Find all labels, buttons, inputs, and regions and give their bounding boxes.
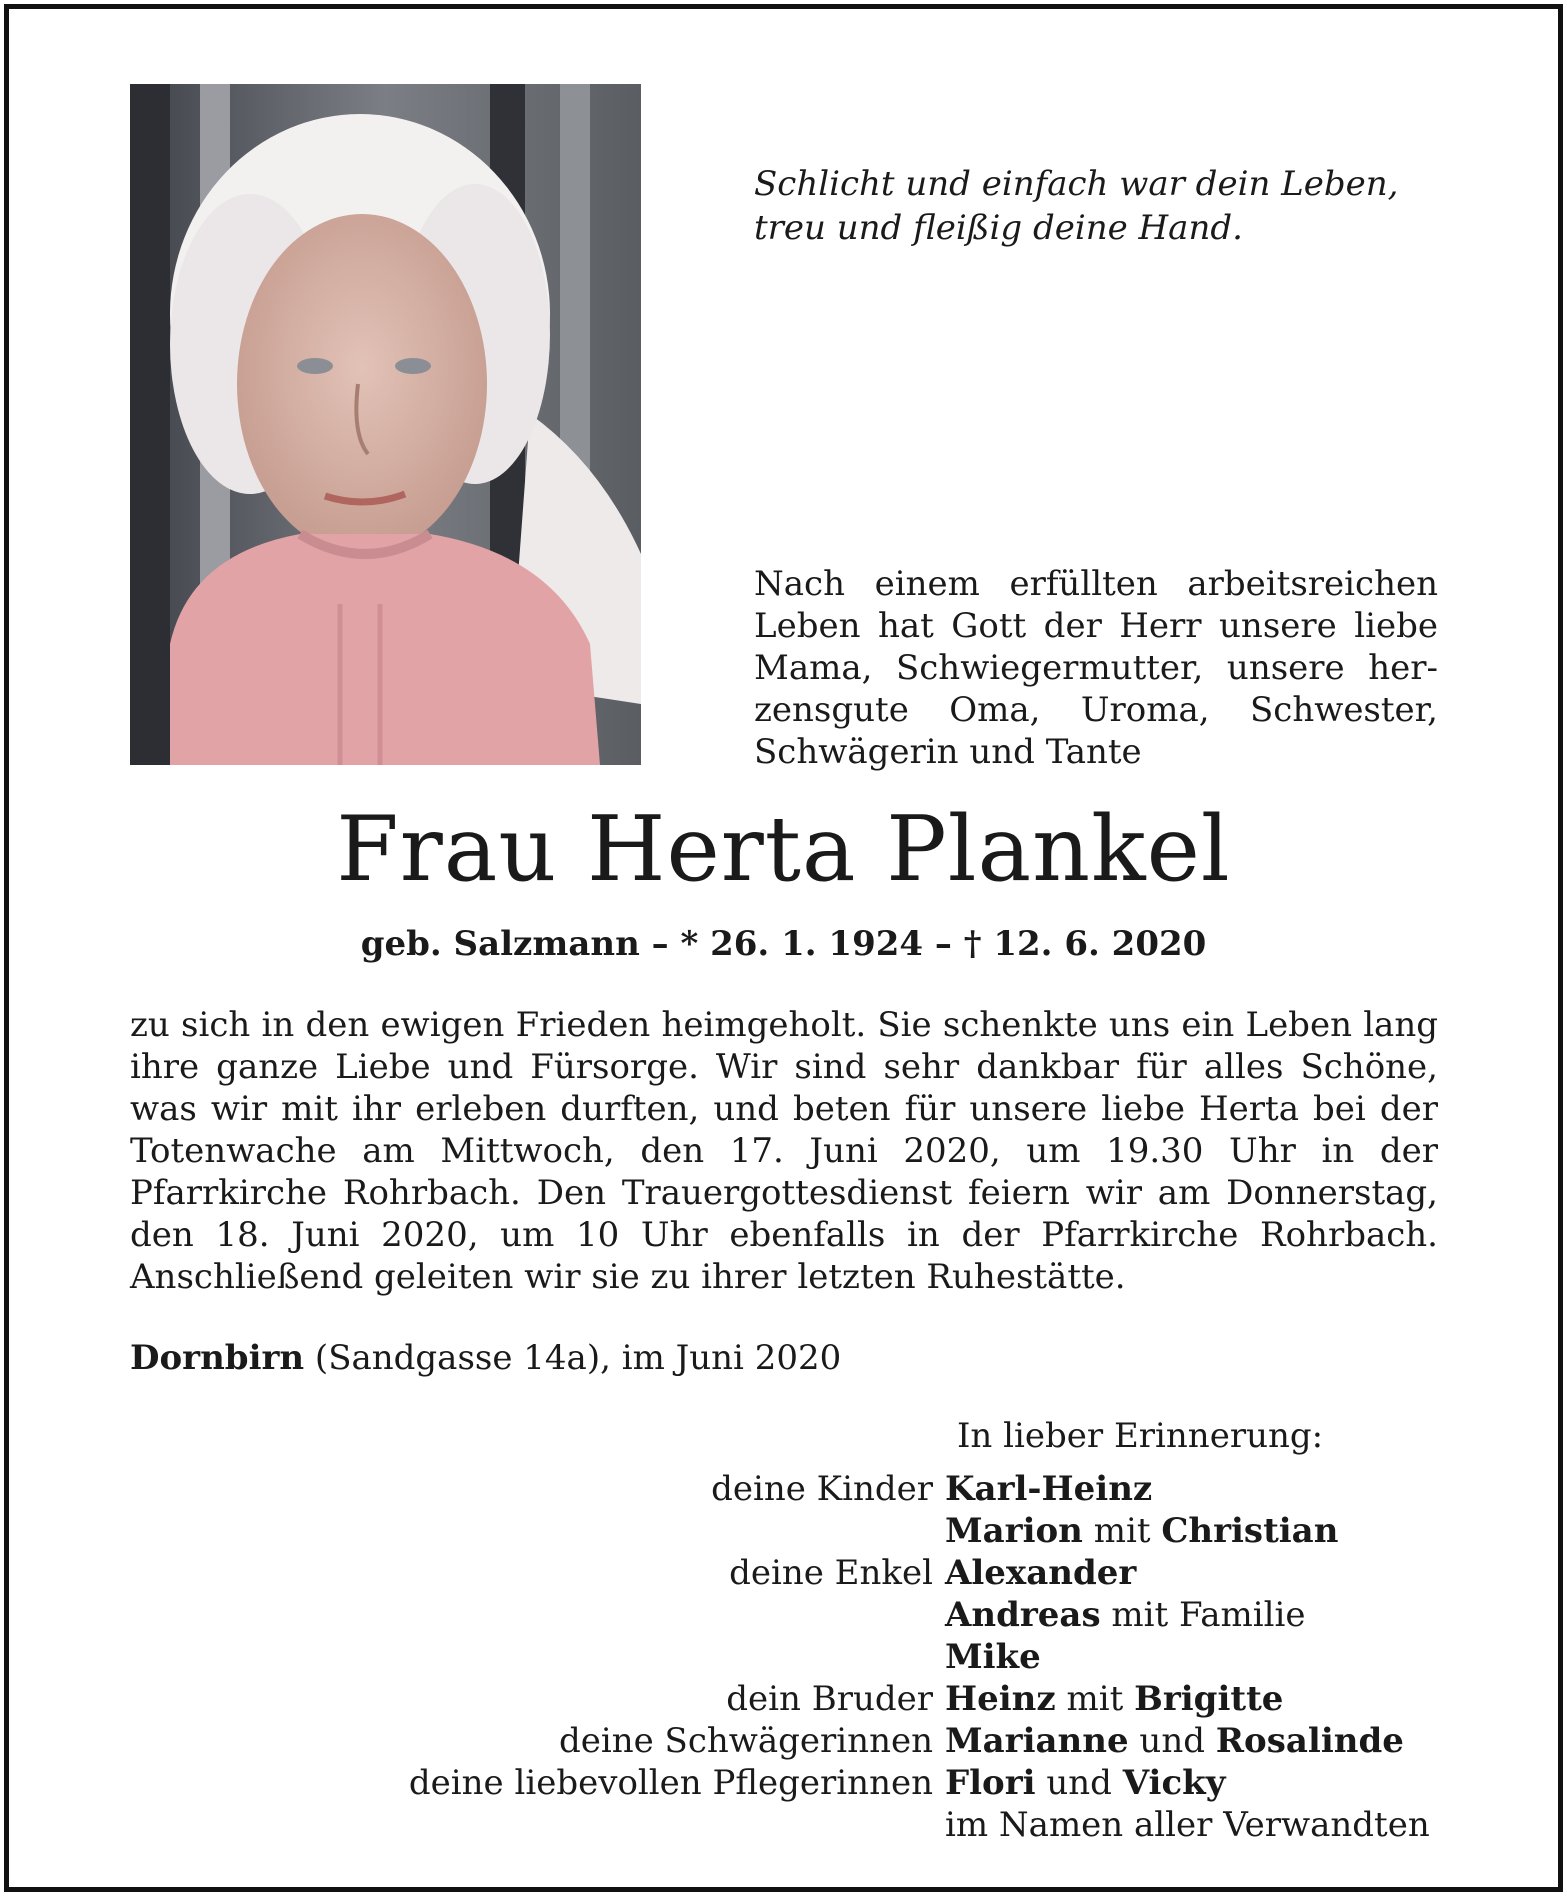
- portrait-photo-icon: [130, 84, 641, 765]
- deceased-name: Frau Herta Plankel: [336, 797, 1231, 902]
- intro-text: Nach einem erfüllten arbeitsreichen Leben hat Gott der Herr unsere liebe Mama, Schwiegermutter, unsere herzensgute Oma, Uroma, Schwester, Schwägerin und Tante: [754, 564, 1438, 772]
- family-members: [945, 1552, 1136, 1594]
- family-relation: [130, 1510, 945, 1552]
- family-name: Heinz: [945, 1679, 1056, 1719]
- family-members: [945, 1762, 1225, 1804]
- body-text: [130, 1004, 1438, 1298]
- place-city: Dornbirn: [130, 1338, 305, 1378]
- family-name: Vicky: [1122, 1763, 1226, 1803]
- portrait-photo: [130, 84, 641, 765]
- birth-death-dates: geb. Salzmann – * 26. 1. 1924 – † 12. 6. 2020: [360, 924, 1207, 964]
- family-row: [130, 1804, 1470, 1846]
- family-connector: mit: [1055, 1679, 1135, 1719]
- family-relation: [130, 1804, 945, 1846]
- family-name: Mike: [945, 1637, 1041, 1677]
- place-rest: (Sandgasse 14a), im Juni 2020: [304, 1338, 842, 1378]
- family-list: [130, 1468, 1470, 1846]
- family-name: Rosalinde: [1215, 1721, 1404, 1761]
- memory-heading: In lieber Erinnerung:: [957, 1416, 1324, 1456]
- family-members: [945, 1636, 1041, 1678]
- family-connector: im Namen aller Verwandten: [945, 1805, 1430, 1845]
- family-connector: und: [1035, 1763, 1123, 1803]
- verse-line: treu und fleißig deine Hand.: [754, 208, 1243, 248]
- family-row: [130, 1636, 1470, 1678]
- family-relation: deine Schwägerinnen: [558, 1721, 933, 1761]
- family-name: Andreas: [945, 1595, 1101, 1635]
- family-relation: [130, 1636, 945, 1678]
- family-connector: mit Familie: [1100, 1595, 1306, 1635]
- family-members: [945, 1804, 1430, 1846]
- family-row: [130, 1678, 1470, 1720]
- verse-line: Schlicht und einfach war dein Leben,: [754, 164, 1399, 204]
- family-members: [945, 1510, 1338, 1552]
- family-name: Flori: [945, 1763, 1036, 1803]
- place-date: [130, 1336, 841, 1380]
- verse: [754, 162, 1474, 250]
- family-members: [945, 1468, 1152, 1510]
- family-row: [130, 1510, 1470, 1552]
- family-connector: und: [1128, 1721, 1216, 1761]
- family-name: Alexander: [945, 1553, 1137, 1593]
- family-relation: dein Bruder: [726, 1679, 933, 1719]
- family-name: Brigitte: [1134, 1679, 1284, 1719]
- family-name: Christian: [1161, 1511, 1339, 1551]
- family-relation: deine liebevollen Pflegerinnen: [408, 1763, 933, 1803]
- family-row: [130, 1762, 1470, 1804]
- family-row: [130, 1594, 1470, 1636]
- family-name: Marianne: [945, 1721, 1129, 1761]
- body-last-line: Anschließend geleiten wir sie zu ihrer letzten Ruhestätte.: [130, 1257, 1126, 1297]
- family-relation: deine Kinder: [711, 1469, 933, 1509]
- family-connector: mit: [1082, 1511, 1162, 1551]
- family-row: [130, 1552, 1470, 1594]
- family-relation: [130, 1594, 945, 1636]
- family-members: [945, 1678, 1283, 1720]
- family-row: [130, 1468, 1470, 1510]
- family-members: [945, 1594, 1306, 1636]
- family-row: [130, 1720, 1470, 1762]
- body-paragraph: zu sich in den ewigen Frieden heimgeholt. Sie schenkte uns ein Leben lang ihre ganze Liebe und Fürsorge. Wir sind sehr dankbar für alles Schöne, was wir mit ihr erleben durften, und beten für unsere liebe Herta bei der Totenwache am Mittwoch, den 17. Juni 2020, um 19.30 Uhr in der Pfarrkirche Rohrbach. Den Trauergottesdienst feiern wir am Donnerstag, den 18. Juni 2020, um 10 Uhr ebenfalls in der Pfarrkirche Rohrbach.: [130, 1005, 1438, 1255]
- family-name: Karl-Heinz: [945, 1469, 1153, 1509]
- family-members: [945, 1720, 1404, 1762]
- family-name: Marion: [945, 1511, 1083, 1551]
- family-relation: deine Enkel: [729, 1553, 933, 1593]
